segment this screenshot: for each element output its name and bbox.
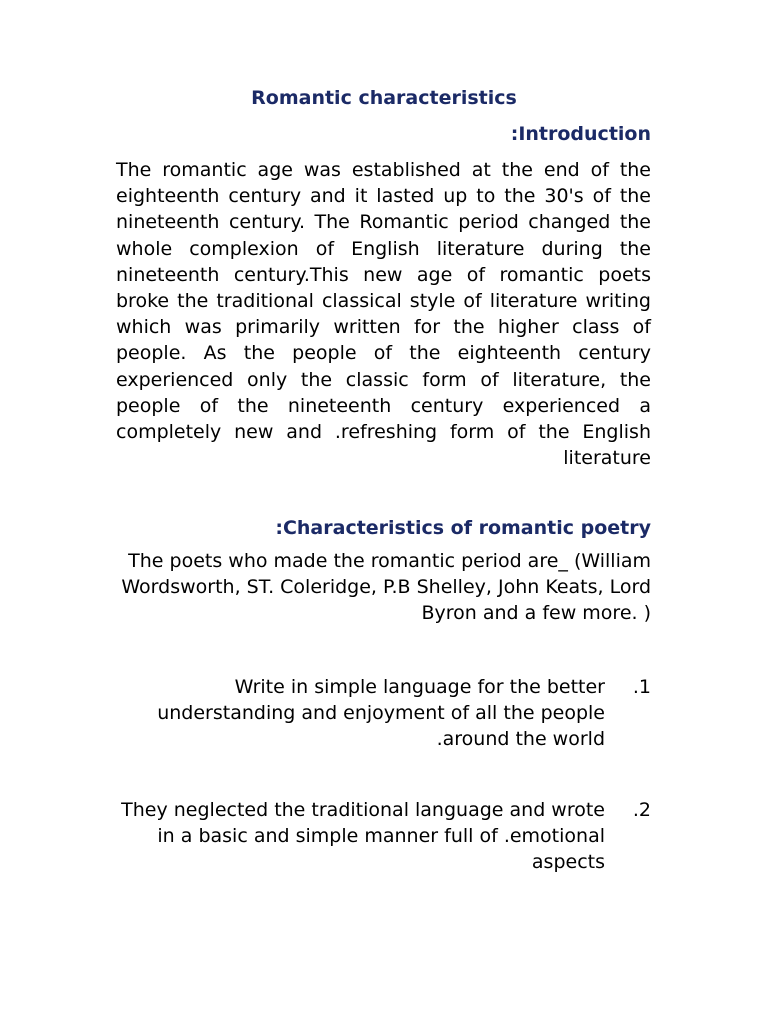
introduction-paragraph: The romantic age was established at the end of the eighteenth century and it lasted up to the 30's of the nineteenth century. The Romantic period changed the whole complexion of English literature during the nineteenth century.This new age of romantic poets broke the traditional classical style of literature writing which was primarily written for the higher class of people. As the people of the eighteenth century experienced only the classic form of literature, the people of the nineteenth century experienced a completely new and .refreshing form of the English literature xyxy=(116,159,651,470)
list-item-number: .1 xyxy=(632,676,651,698)
list-item-text: Write in simple language for the better understanding and enjoyment of all the people .around the world xyxy=(157,676,605,751)
introduction-heading: :Introduction xyxy=(510,123,651,145)
list-item-text: They neglected the traditional language and wrote in a basic and simple manner full of .emotional aspects xyxy=(121,799,605,874)
document-title: Romantic characteristics xyxy=(251,87,517,109)
characteristics-heading: :Characteristics of romantic poetry xyxy=(275,517,651,539)
list-item-number: .2 xyxy=(632,799,651,821)
poets-paragraph: The poets who made the romantic period are_ (William Wordsworth, ST. Coleridge, P.B Shelley, John Keats, Lord Byron and a few more. ) xyxy=(121,550,651,625)
